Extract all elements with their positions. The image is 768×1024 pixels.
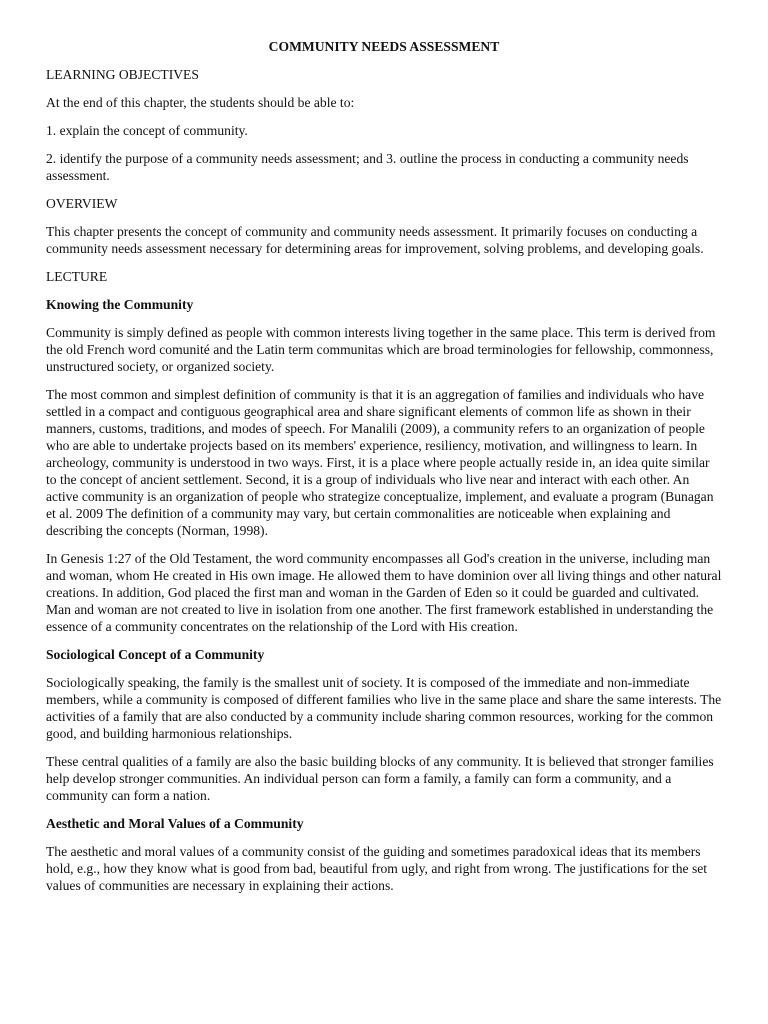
document-title: COMMUNITY NEEDS ASSESSMENT [268, 39, 500, 54]
section-heading-sociological-concept: Sociological Concept of a Community [46, 647, 265, 662]
section-1-paragraph-3: In Genesis 1:27 of the Old Testament, the word community encompasses all God's creation in the universe, including man and woman, whom He created in His own image. He allowed them to have dominion over all living things and other natural creations. In addition, God placed the first man and woman in the Garden of Eden so it could be guarded and cultivated. Man and woman are not created to live in isolation from one another. The first framework established in understanding the essence of a community concentrates on the relationship of the Lord with His creation. [46, 551, 722, 634]
section-3-paragraph-1: The aesthetic and moral values of a community consist of the guiding and sometimes paradoxical ideas that its members hold, e.g., how they know what is good from bad, beautiful from ugly, and right from wrong. The justifications for the set values of communities are necessary in explaining their actions. [46, 844, 708, 893]
objective-1: 1. explain the concept of community. [46, 123, 248, 138]
overview-text: This chapter presents the concept of community and community needs assessment. It primarily focuses on conducting a community needs assessment necessary for determining areas for improvement, solving problems, and developing goals. [46, 224, 704, 256]
lecture-label: LECTURE [46, 269, 108, 284]
section-heading-knowing-community: Knowing the Community [46, 297, 194, 312]
objective-2-3: 2. identify the purpose of a community needs assessment; and 3. outline the process in conducting a community needs assessment. [46, 151, 689, 183]
objectives-intro: At the end of this chapter, the students should be able to: [46, 95, 355, 110]
learning-objectives-label: LEARNING OBJECTIVES [46, 67, 199, 82]
section-1-paragraph-1: Community is simply defined as people with common interests living together in the same place. This term is derived from the old French word comunité and the Latin term communitas which are broad terminologies for fellowship, commonness, unstructured society, or organized society. [46, 325, 716, 374]
section-2-paragraph-2: These central qualities of a family are also the basic building blocks of any community. It is believed that stronger families help develop stronger communities. An individual person can form a family, a family can form a community, and a community can form a nation. [46, 754, 714, 803]
section-2-paragraph-1: Sociologically speaking, the family is the smallest unit of society. It is composed of the immediate and non-immediate members, while a community is composed of different families who live in the same place and share the same interests. The activities of a family that are also conducted by a community include sharing common resources, working for the common good, and building harmonious relationships. [46, 675, 722, 741]
overview-label: OVERVIEW [46, 196, 118, 211]
section-heading-aesthetic-moral-values: Aesthetic and Moral Values of a Community [46, 816, 304, 831]
section-1-paragraph-2: The most common and simplest definition of community is that it is an aggregation of families and individuals who have settled in a compact and contiguous geographical area and share significant elements of common life as shown in their manners, customs, traditions, and modes of speech. For Manalili (2009), a community refers to an organization of people who are able to undertake projects based on its members' experience, resiliency, motivation, and willingness to learn. In archeology, community is understood in two ways. First, it is a place where people actually reside in, an idea quite similar to the concept of ancient settlement. Second, it is a group of individuals who live near and interact with each other. An active community is an organization of people who strategize conceptualize, implement, and evaluate a program (Bunagan et al. 2009 The definition of a community may vary, but certain commonalities are noticeable when explaining and describing the concepts (Norman, 1998). [46, 387, 714, 538]
